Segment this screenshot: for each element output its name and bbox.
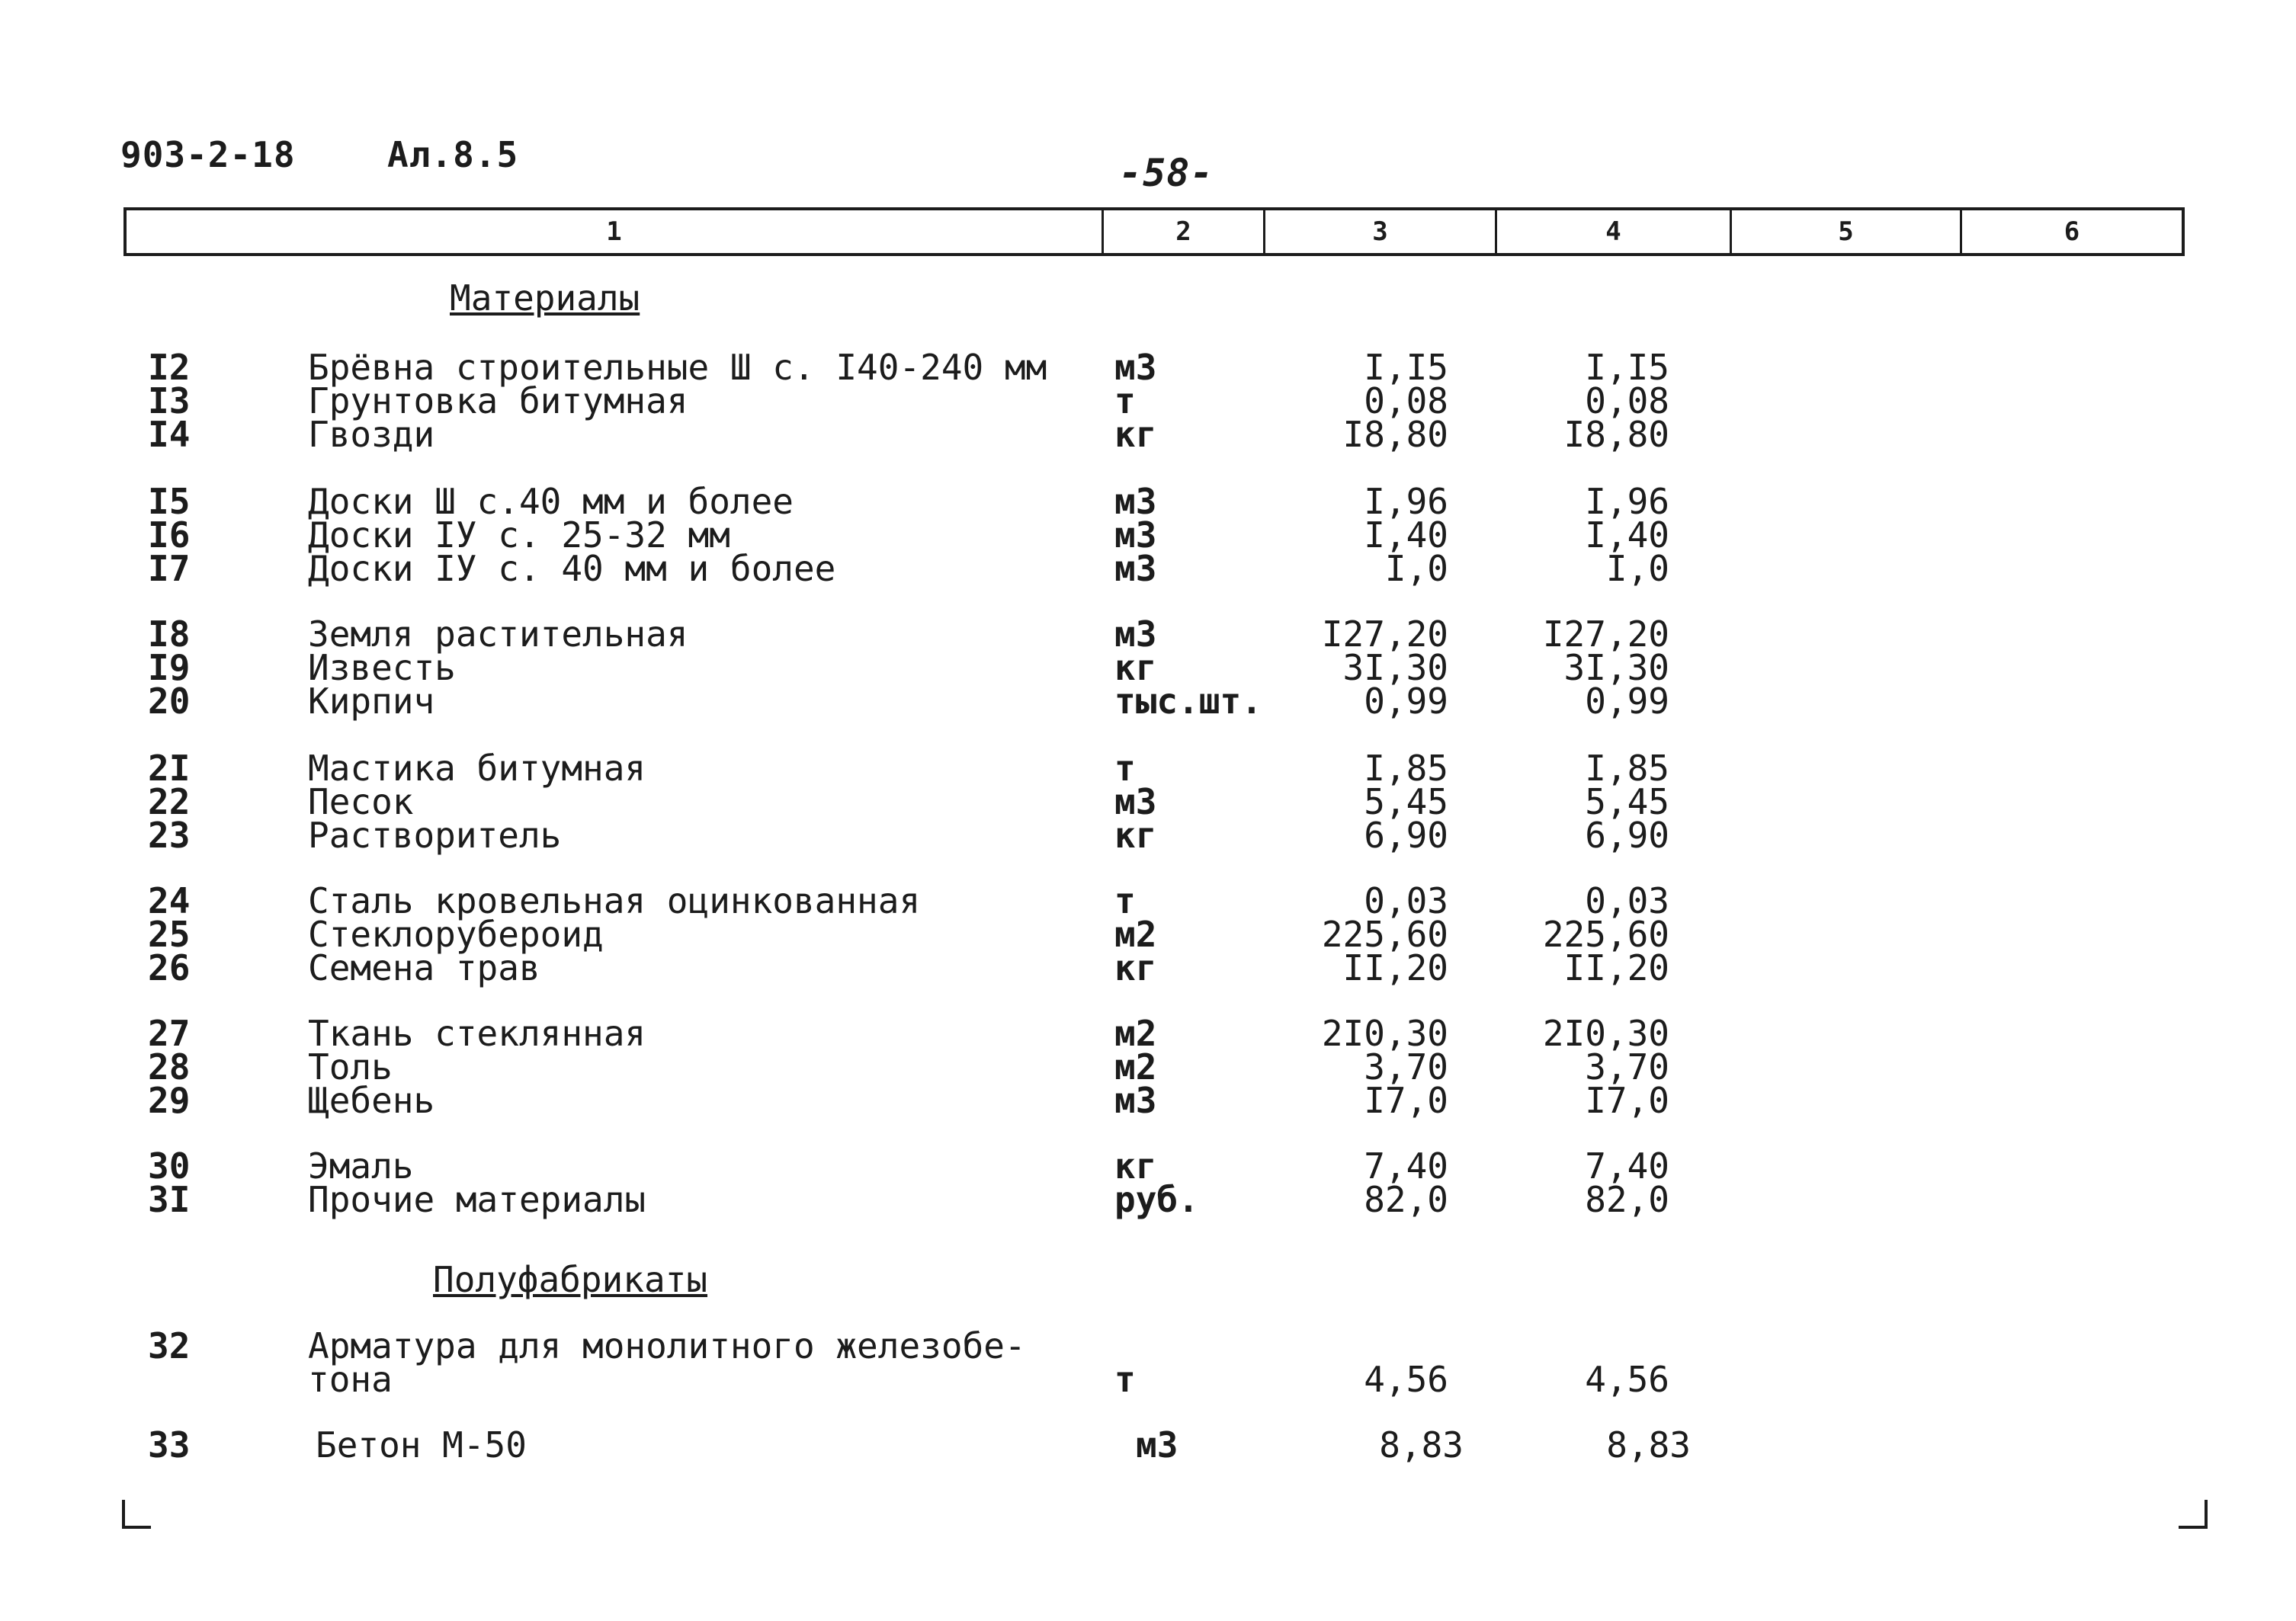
column-header-4: 4 [1497,210,1732,253]
value-col4: 6,90 [1585,815,1669,856]
material-name-line1: Арматура для монолитного железобе- [308,1325,1026,1366]
row-number: I4 [148,414,191,455]
section-title-materials: Материалы [450,277,640,319]
table-row [0,548,2296,589]
material-name: Сталь кровельная оцинкованная [308,880,921,921]
value-col4: 82,0 [1585,1179,1669,1220]
material-name: Эмаль [308,1145,414,1187]
material-name: Гвозди [308,414,435,455]
unit: кг [1114,414,1157,455]
value-col4: I27,20 [1542,613,1669,655]
value-col4: 7,40 [1585,1145,1669,1187]
value-col4: 2I0,30 [1542,1013,1669,1054]
material-name: Бетон М-50 [316,1424,527,1466]
table-row [0,380,2296,421]
column-header-6: 6 [2064,216,2080,247]
row-number: I3 [148,380,191,421]
row-number: I2 [148,347,191,388]
value-col3: I,85 [1364,748,1448,789]
table-row [0,481,2296,522]
document-code: 903-2-18 [120,134,296,175]
table-row [0,1080,2296,1121]
value-col4: I,96 [1585,481,1669,522]
unit: руб. [1114,1179,1199,1220]
unit: т [1114,880,1136,921]
unit: м3 [1114,481,1157,522]
row-number: 26 [148,947,191,988]
unit: кг [1114,647,1157,688]
material-name: Мастика битумная [308,748,646,789]
table-row [0,347,2296,388]
album-number: Ал.8.5 [387,134,519,175]
row-number: I9 [148,647,191,688]
row-number: 28 [148,1046,191,1088]
value-col3: 4,56 [1364,1359,1448,1400]
value-col3: I7,0 [1364,1080,1448,1121]
material-name-line2: тона [308,1359,393,1400]
row-number: I5 [148,481,191,522]
table-row [0,647,2296,688]
unit: м2 [1114,1013,1157,1054]
value-col4: 3,70 [1585,1046,1669,1088]
row-number: 27 [148,1013,191,1054]
row-number: 30 [148,1145,191,1187]
value-col4: I,I5 [1585,347,1669,388]
value-col3: 2I0,30 [1321,1013,1448,1054]
value-col3: 225,60 [1321,914,1448,955]
value-col4: I,85 [1585,748,1669,789]
value-col3: 82,0 [1364,1179,1448,1220]
material-name: Ткань стеклянная [308,1013,646,1054]
material-name: Грунтовка битумная [308,380,688,421]
row-number: 2I [148,748,191,789]
value-col3: I,40 [1364,514,1448,556]
value-col4: 225,60 [1542,914,1669,955]
value-col3: 5,45 [1364,781,1448,822]
table-row [0,748,2296,789]
section-title-semifinished: Полуфабрикаты [433,1259,708,1300]
table-row [0,414,2296,455]
value-col3: I27,20 [1321,613,1448,655]
table-row [0,815,2296,856]
unit: т [1114,380,1136,421]
value-col3: I,I5 [1364,347,1448,388]
material-name: Известь [308,647,456,688]
row-number: 3I [148,1179,191,1220]
value-col4: 0,08 [1585,380,1669,421]
table-row [0,914,2296,955]
unit: т [1114,1359,1136,1400]
material-name: Семена трав [308,947,540,988]
unit: м3 [1114,548,1157,589]
value-col4: 8,83 [1606,1424,1691,1466]
unit: т [1114,748,1136,789]
row-number: I6 [148,514,191,556]
unit: м3 [1136,1424,1178,1466]
unit: кг [1114,815,1157,856]
unit: м2 [1114,914,1157,955]
table-row [0,613,2296,655]
unit: м3 [1114,347,1157,388]
value-col3: I,0 [1384,548,1448,589]
material-name: Доски IУ с. 40 мм и более [308,548,836,589]
unit: кг [1114,1145,1157,1187]
value-col3: II,20 [1342,947,1448,988]
unit: м3 [1114,1080,1157,1121]
value-col4: II,20 [1563,947,1669,988]
material-name: Растворитель [308,815,562,856]
table-row [0,1046,2296,1088]
value-col4: I,0 [1605,548,1669,589]
table-row [0,1013,2296,1054]
row-number: 32 [148,1325,191,1366]
table-row [0,514,2296,556]
value-col4: I,40 [1585,514,1669,556]
row-number: I8 [148,613,191,655]
value-col3: 0,99 [1364,681,1448,722]
corner-mark-bottom-left [122,1500,151,1529]
row-number: 24 [148,880,191,921]
row-number: 22 [148,781,191,822]
table-row [0,681,2296,722]
material-name: Доски Ш с.40 мм и более [308,481,794,522]
material-name: Брёвна строительные Ш с. I40-240 мм [308,347,1047,388]
row-number: 23 [148,815,191,856]
unit: тыс.шт. [1114,681,1262,722]
material-name: Толь [308,1046,393,1088]
unit: м2 [1114,1046,1157,1088]
unit: м3 [1114,613,1157,655]
row-number: I7 [148,548,191,589]
table-row [0,781,2296,822]
value-col4: 5,45 [1585,781,1669,822]
table-row [0,1179,2296,1220]
table-row [0,880,2296,921]
value-col4: 4,56 [1585,1359,1669,1400]
material-name: Щебень [308,1080,435,1121]
value-col4: 0,99 [1585,681,1669,722]
column-header-5: 5 [1732,210,1962,253]
value-col4: 3I,30 [1563,647,1669,688]
material-name: Доски IУ с. 25-32 мм [308,514,730,556]
table-row [0,1325,2296,1366]
unit: кг [1114,947,1157,988]
page-number: -58- [1119,151,1214,195]
table-row [0,1145,2296,1187]
table-row [0,947,2296,988]
column-header-3: 3 [1265,210,1497,253]
unit: м3 [1114,514,1157,556]
value-col3: I,96 [1364,481,1448,522]
column-header-1: 1 [127,210,1104,253]
row-number: 20 [148,681,191,722]
value-col3: 3I,30 [1342,647,1448,688]
value-col3: 8,83 [1379,1424,1464,1466]
table-row-continuation [0,1359,2296,1400]
value-col3: 6,90 [1364,815,1448,856]
value-col3: 7,40 [1364,1145,1448,1187]
value-col4: I8,80 [1563,414,1669,455]
material-name: Прочие материалы [308,1179,646,1220]
value-col3: 0,08 [1364,380,1448,421]
value-col4: 0,03 [1585,880,1669,921]
corner-mark-bottom-right [2179,1500,2208,1529]
value-col3: I8,80 [1342,414,1448,455]
row-number: 29 [148,1080,191,1121]
row-number: 33 [148,1424,191,1466]
column-header-row [123,207,2185,256]
unit: м3 [1114,781,1157,822]
material-name: Кирпич [308,681,435,722]
value-col4: I7,0 [1585,1080,1669,1121]
value-col3: 3,70 [1364,1046,1448,1088]
table-row [0,1424,2296,1466]
material-name: Стеклорубероид [308,914,604,955]
value-col3: 0,03 [1364,880,1448,921]
material-name: Земля растительная [308,613,688,655]
material-name: Песок [308,781,414,822]
column-header-2: 2 [1104,210,1265,253]
row-number: 25 [148,914,191,955]
